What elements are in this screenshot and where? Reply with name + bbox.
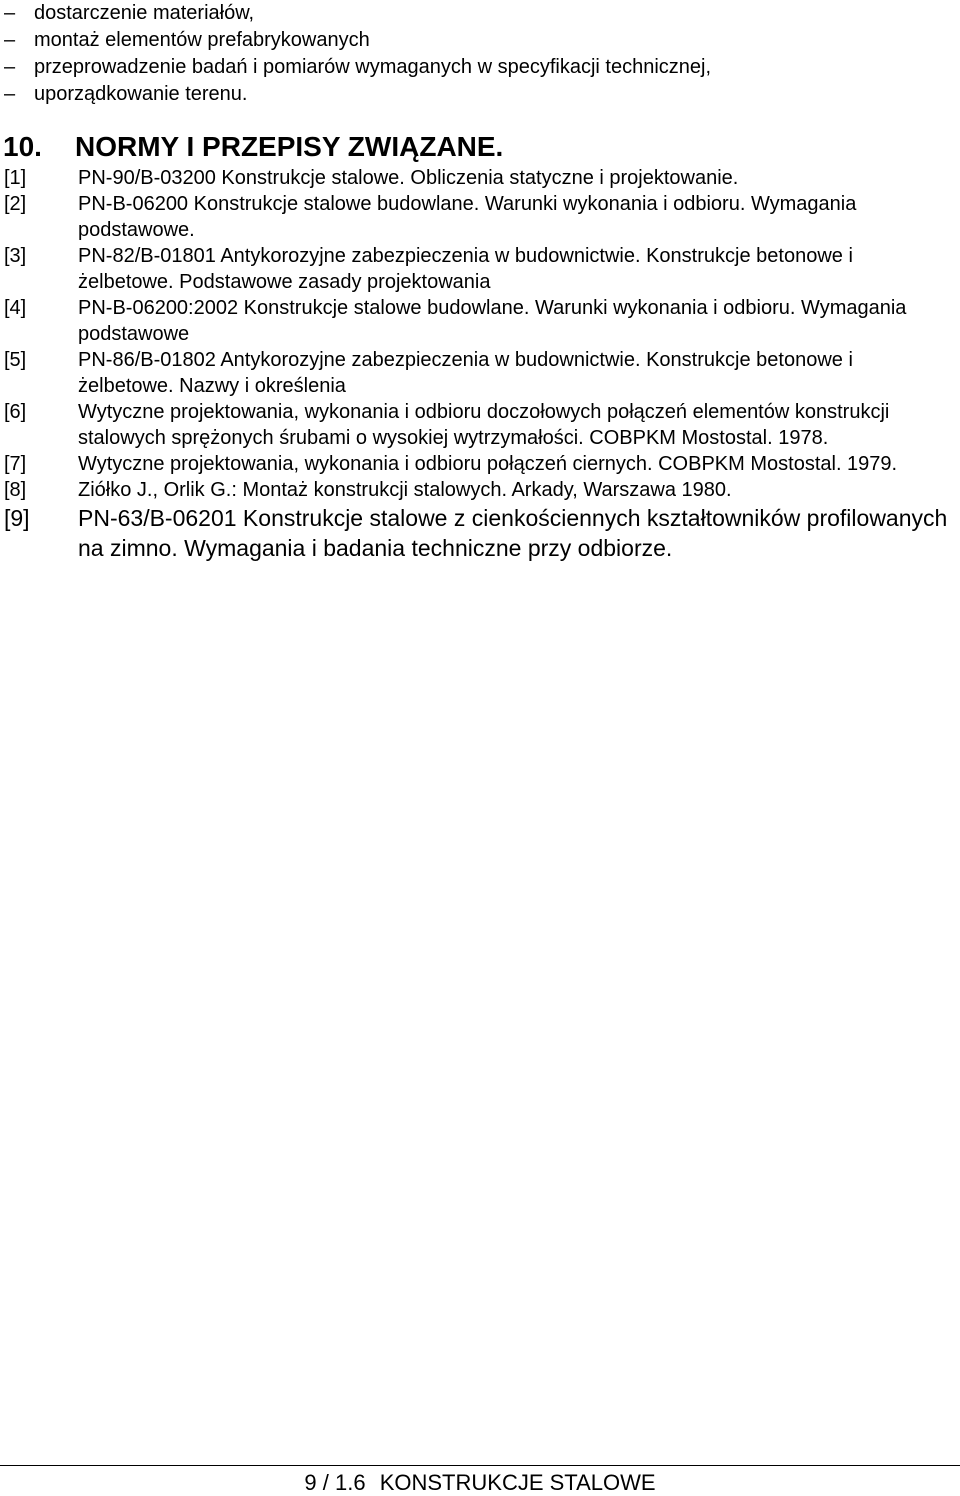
reference-number: [2] xyxy=(4,193,27,215)
reference-text: Wytyczne projektowania, wykonania i odbioru doczołowych połączeń elementów konstrukcji stalowych sprężonych śrubami o wysokiej wytrzymałości. COBPKM Mostostal. 1978. xyxy=(78,401,890,449)
reference-number: [3] xyxy=(4,245,27,267)
bullet-dash: – xyxy=(4,83,16,105)
footer-title: KONSTRUKCJE STALOWE xyxy=(379,1470,656,1495)
reference-item xyxy=(0,477,960,503)
reference-text: PN-90/B-03200 Konstrukcje stalowe. Obliczenia statyczne i projektowanie. xyxy=(78,167,739,189)
reference-text: PN-86/B-01802 Antykorozyjne zabezpieczenia w budownictwie. Konstrukcje betonowe i żelbetowe. Nazwy i określenia xyxy=(78,349,853,397)
reference-number: [4] xyxy=(4,297,27,319)
reference-number: [6] xyxy=(4,401,27,423)
reference-item xyxy=(0,347,960,399)
reference-number: [7] xyxy=(4,453,27,475)
footer-divider xyxy=(0,1465,960,1466)
list-item-text: uporządkowanie terenu. xyxy=(34,83,248,105)
reference-text: PN-B-06200:2002 Konstrukcje stalowe budowlane. Warunki wykonania i odbioru. Wymagania podstawowe xyxy=(78,297,907,345)
reference-text: PN-B-06200 Konstrukcje stalowe budowlane. Warunki wykonania i odbioru. Wymagania podstawowe. xyxy=(78,193,857,241)
section-title: NORMY I PRZEPISY ZWIĄZANE. xyxy=(75,131,504,162)
reference-number: [5] xyxy=(4,349,27,371)
references-list xyxy=(0,165,960,563)
section-heading xyxy=(3,129,503,165)
reference-item xyxy=(0,165,960,191)
reference-number: [8] xyxy=(4,479,27,501)
section-number: 10. xyxy=(3,131,42,162)
reference-item xyxy=(0,503,960,563)
list-item-text: dostarczenie materiałów, xyxy=(34,2,255,24)
reference-text: PN-63/B-06201 Konstrukcje stalowe z cienkościennych kształtowników profilowanych na zimno. Wymagania i badania techniczne przy odbiorze. xyxy=(78,505,948,561)
reference-item xyxy=(0,399,960,451)
reference-text: Wytyczne projektowania, wykonania i odbioru połączeń ciernych. COBPKM Mostostal. 1979. xyxy=(78,453,898,475)
reference-text: Ziółko J., Orlik G.: Montaż konstrukcji stalowych. Arkady, Warszawa 1980. xyxy=(78,479,732,501)
reference-text: PN-82/B-01801 Antykorozyjne zabezpieczenia w budownictwie. Konstrukcje betonowe i żelbetowe. Podstawowe zasady projektowania xyxy=(78,245,853,293)
reference-item xyxy=(0,295,960,347)
bullet-dash: – xyxy=(4,56,16,78)
bullet-dash: – xyxy=(4,2,16,24)
reference-item xyxy=(0,243,960,295)
reference-number: [9] xyxy=(4,505,30,531)
page-number: 9 / 1.6 xyxy=(304,1470,366,1495)
reference-number: [1] xyxy=(4,167,27,189)
reference-item xyxy=(0,451,960,477)
page-footer xyxy=(0,1470,960,1496)
list-item-text: montaż elementów prefabrykowanych xyxy=(34,29,370,51)
reference-item xyxy=(0,191,960,243)
list-item-text: przeprowadzenie badań i pomiarów wymaganych w specyfikacji technicznej, xyxy=(34,56,712,78)
bullet-dash: – xyxy=(4,29,16,51)
